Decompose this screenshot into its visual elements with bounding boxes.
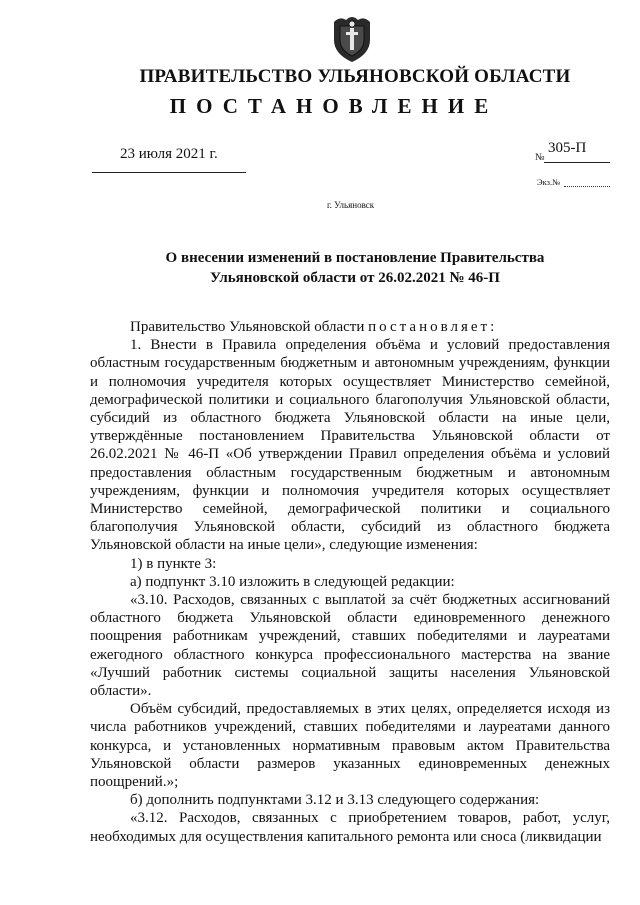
document-type: ПОСТАНОВЛЕНИЕ — [169, 94, 499, 118]
number-underline — [544, 162, 610, 163]
copy-underline — [564, 186, 610, 187]
document-title: О внесении изменений в постановление Правительства Ульяновской области от 26.02.2021 № 46-П — [165, 250, 545, 286]
city: г. Ульяновск — [327, 200, 375, 210]
paragraph-4: «3.10. Расходов, связанных с выплатой за счёт бюджетных ассигнований областного бюджета Ульяновской области единовременного денежного поощрения работникам учреждений, ставших победителями и лауреатами ежегодного областного конкурса профессионального мастерства на звание «Лучший работник системы социальной защиты населения Ульяновской области». — [90, 592, 610, 700]
document-number: 305-П — [548, 140, 587, 156]
document-body — [90, 318, 610, 846]
intro-prefix: Правительство Ульяновской области — [130, 319, 365, 335]
intro-paragraph — [90, 318, 610, 336]
date-underline — [92, 172, 246, 173]
number-label: № — [535, 152, 545, 163]
government-name: ПРАВИТЕЛЬСТВО УЛЬЯНОВСКОЙ ОБЛАСТИ — [139, 66, 571, 87]
document-date: 23 июля 2021 г. — [120, 146, 218, 162]
paragraph-7: «3.12. Расходов, связанных с приобретением товаров, работ, услуг, необходимых для осуществления капитального ремонта или сноса (ликвидации — [90, 810, 610, 845]
paragraph-6: б) дополнить подпунктами 3.12 и 3.13 следующего содержания: — [130, 792, 540, 809]
copy-label: Экз.№ — [537, 177, 561, 187]
coat-of-arms-icon — [330, 14, 374, 64]
paragraph-3: а) подпункт 3.10 изложить в следующей редакции: — [130, 573, 455, 590]
intro-verb: постановляет: — [368, 319, 498, 335]
paragraph-5: Объём субсидий, предоставляемых в этих целях, определяется исходя из числа работников учреждений, ставших победителями и лауреатами данного конкурса, и установленных нормативным правовым актом Правительства Ульяновской области размеров указанных единовременных денежных поощрений.»; — [90, 701, 610, 791]
paragraph-2: 1) в пункте 3: — [130, 555, 217, 572]
paragraph-1: 1. Внести в Правила определения объёма и условий предоставления областным государственным бюджетным и автономным учреждениям, функции и полномочия учредителя которых осуществляет Министерство семейной, демографической политики и социального благополучия Ульяновской области, субсидий из областного бюджета Ульяновской области на иные цели, утверждённые постановлением Правительства Ульяновской области от 26.02.2021 № 46-П «Об утверждении Правил определения объёма и условий предоставления областным государственным бюджетным и автономным учреждениям, функции и полномочия учредителя которых осуществляет Министерство семейной, демографической политики и социального благополучия Ульяновской области, субсидий из областного бюджета Ульяновской области на иные цели», следующие изменения: — [90, 337, 610, 554]
